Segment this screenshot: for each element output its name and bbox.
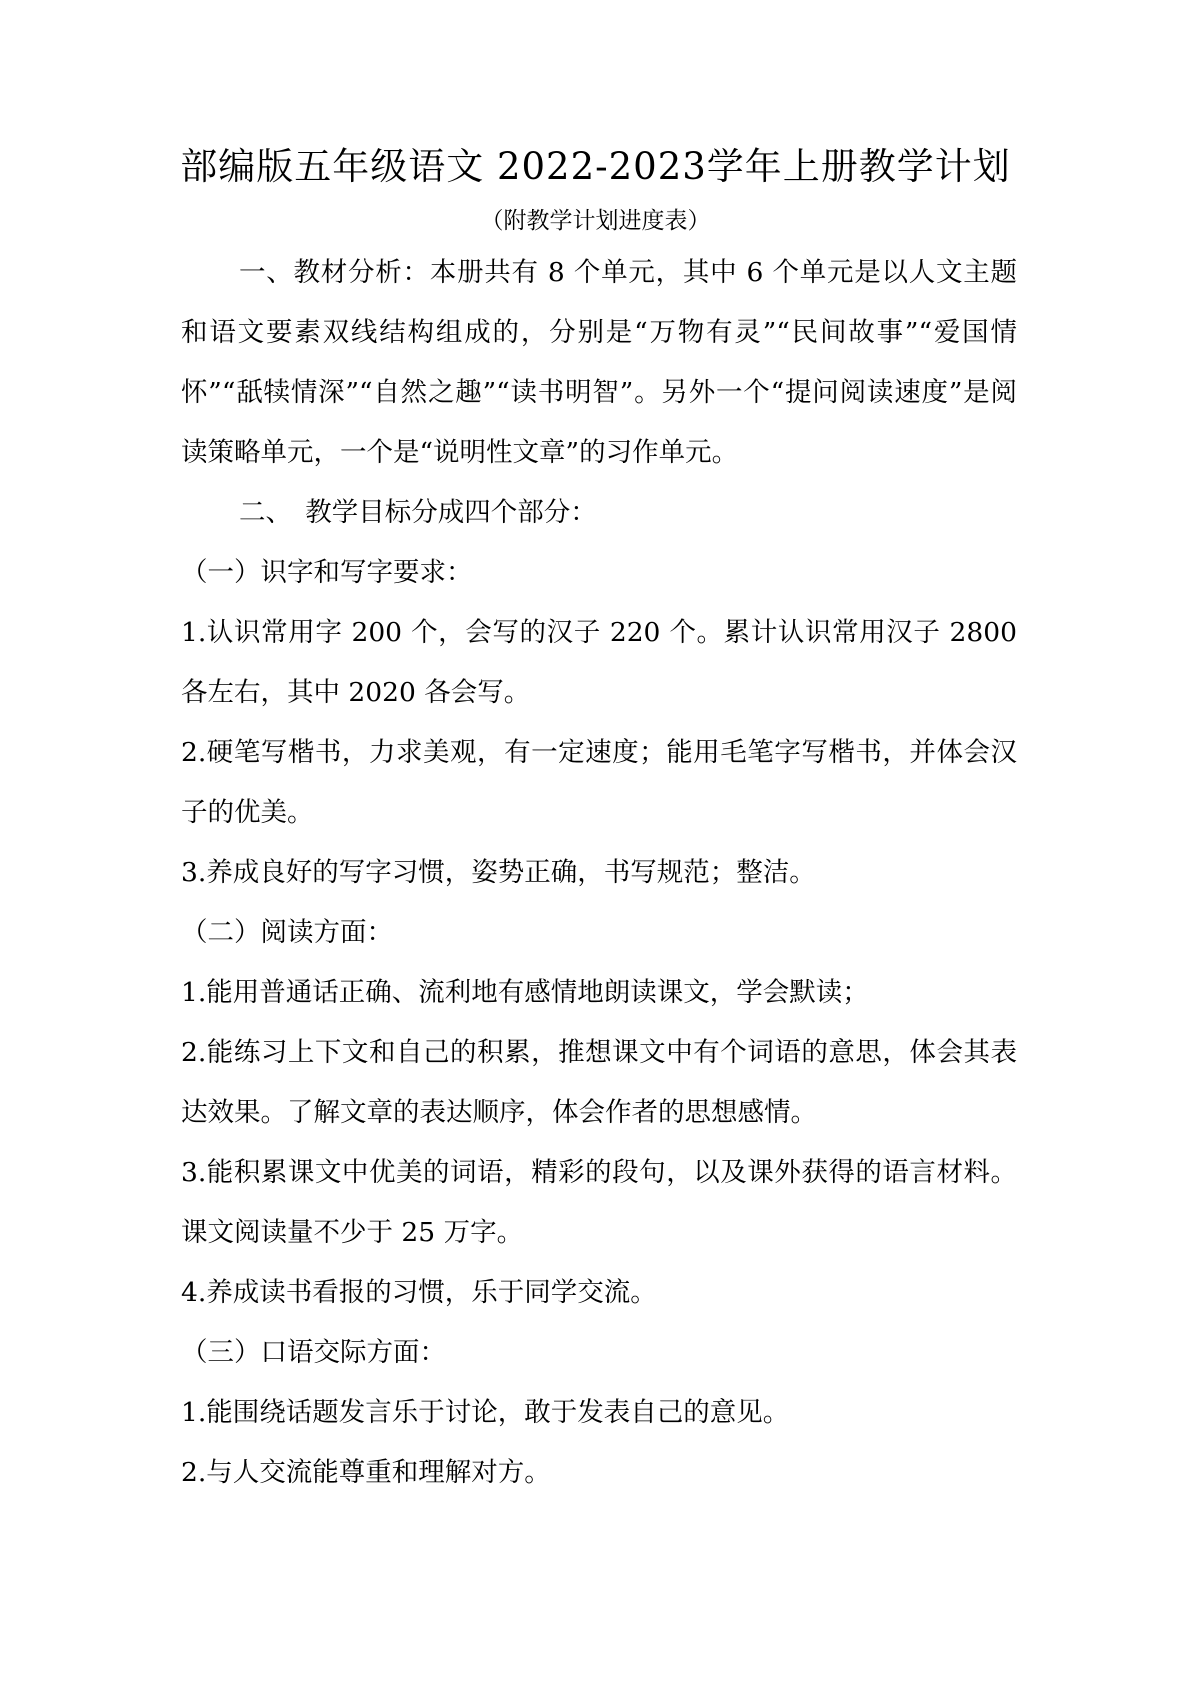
reading-item-2: 2.能练习上下文和自己的积累，推想课文中有个词语的意思，体会其表达效果。了解文章的表达顺序，体会作者的思想感情。: [181, 1037, 1017, 1128]
reading-item-4: 4.养成读书看报的习惯，乐于同学交流。: [181, 1277, 657, 1308]
writing-requirements-heading: （一）识字和写字要求：: [181, 557, 473, 588]
document-subtitle: （附教学计划进度表）: [480, 208, 711, 234]
writing-item-3: 3.养成良好的写字习惯，姿势正确，书写规范；整洁。: [181, 857, 816, 888]
reading-heading: （二）阅读方面：: [181, 917, 393, 948]
writing-item-2: 2.硬笔写楷书，力求美观，有一定速度；能用毛笔字写楷书，并体会汉子的优美。: [181, 737, 1017, 828]
document-body: [181, 243, 1017, 1503]
writing-item-1: 1.认识常用字 200 个，会写的汉子 220 个。累计认识常用汉子 2800 各左右，其中 2020 各会写。: [181, 617, 1017, 708]
speaking-item-2: 2.与人交流能尊重和理解对方。: [181, 1457, 551, 1488]
speaking-item-1: 1.能围绕话题发言乐于讨论，敢于发表自己的意见。: [181, 1397, 790, 1428]
reading-item-1: 1.能用普通话正确、流利地有感情地朗读课文，学会默读；: [181, 977, 869, 1008]
teaching-goals-heading: 二、 教学目标分成四个部分：: [239, 497, 597, 528]
textbook-analysis-paragraph: 一、教材分析：本册共有 8 个单元，其中 6 个单元是以人文主题和语文要素双线结构组成的，分别是“万物有灵”“民间故事”“爱国情怀”“舐犊情深”“自然之趣”“读书明智”。另外一个“提问阅读速度”是阅读策略单元，一个是“说明性文章”的习作单元。: [181, 257, 1017, 468]
reading-item-3: 3.能积累课文中优美的词语，精彩的段句，以及课外获得的语言材料。课文阅读量不少于 25 万字。: [181, 1157, 1017, 1248]
speaking-heading: （三）口语交际方面：: [181, 1337, 446, 1368]
document-title: 部编版五年级语文 2022-2023学年上册教学计划: [180, 145, 1011, 188]
